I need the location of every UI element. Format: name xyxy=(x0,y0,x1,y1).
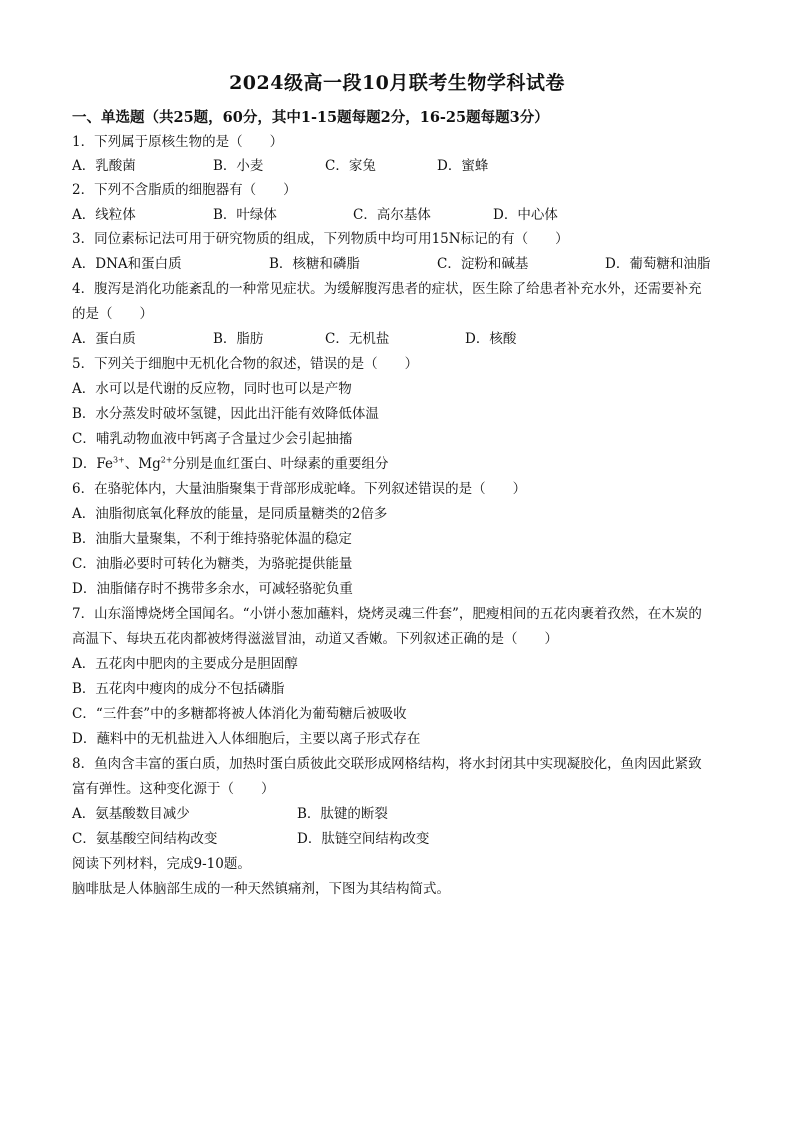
question-5-option-c: C．哺乳动物血液中钙离子含量过少会引起抽搐 xyxy=(72,431,353,447)
question-8-option-b: B．肽键的断裂 xyxy=(297,806,388,822)
question-7-option-c: C．“三件套”中的多糖都将被人体消化为葡萄糖后被吸收 xyxy=(72,706,407,722)
reading-material-instruction: 阅读下列材料，完成9-10题。 xyxy=(72,856,251,872)
question-2-option-d: D．中心体 xyxy=(493,207,558,223)
question-2-stem: 2．下列不含脂质的细胞器有（ ） xyxy=(72,182,297,198)
question-4-stem-continued: 的是（ ） xyxy=(72,306,153,322)
question-6-stem: 6．在骆驼体内，大量油脂聚集于背部形成驼峰。下列叙述错误的是（ ） xyxy=(72,481,527,497)
question-6-option-a: A．油脂彻底氧化释放的能量，是同质量糖类的2倍多 xyxy=(72,506,388,522)
question-8-option-d: D．肽链空间结构改变 xyxy=(297,831,430,847)
question-7-stem-continued: 高温下、每块五花肉都被烤得滋滋冒油，动道又香嫩。下列叙述正确的是（ ） xyxy=(72,631,558,647)
question-1-option-b: B．小麦 xyxy=(213,158,264,174)
question-6-option-c: C．油脂必要时可转化为糖类，为骆驼提供能量 xyxy=(72,556,353,572)
question-3-option-a: A．DNA和蛋白质 xyxy=(72,256,182,272)
question-8-stem: 8．鱼肉含丰富的蛋白质，加热时蛋白质彼此交联形成网格结构，将水封闭其中实现凝胶化，鱼肉因此紧致 xyxy=(72,756,702,772)
question-6-option-d: D．油脂储存时不携带多余水，可减轻骆驼负重 xyxy=(72,581,353,597)
question-4-option-b: B．脂肪 xyxy=(213,331,264,347)
reading-material-text: 脑啡肽是人体脑部生成的一种天然镇痛剂，下图为其结构简式。 xyxy=(72,881,450,897)
section-heading: 一、单选题（共25题，60分，其中1-15题每题2分，16-25题每题3分） xyxy=(72,109,549,126)
question-2-option-a: A．线粒体 xyxy=(72,207,136,223)
question-8-option-a: A．氨基酸数目减少 xyxy=(72,806,190,822)
question-2-option-c: C．高尔基体 xyxy=(353,207,431,223)
question-1-stem: 1．下列属于原核生物的是（ ） xyxy=(72,134,284,150)
question-3-stem: 3．同位素标记法可用于研究物质的组成，下列物质中均可用15N标记的有（ ） xyxy=(72,231,569,247)
question-4-option-a: A．蛋白质 xyxy=(72,331,136,347)
question-4-stem: 4．腹泻是消化功能紊乱的一种常见症状。为缓解腹泻患者的症状，医生除了给患者补充水外，还需要补充 xyxy=(72,281,702,297)
question-8-option-c: C．氨基酸空间结构改变 xyxy=(72,831,218,847)
question-7-stem: 7．山东淄博烧烤全国闻名。“小饼小葱加蘸料，烧烤灵魂三件套”，肥瘦相间的五花肉裹着孜然，在木炭的 xyxy=(72,606,702,622)
question-5-option-a: A．水可以是代谢的反应物，同时也可以是产物 xyxy=(72,381,352,397)
question-2-option-b: B．叶绿体 xyxy=(213,207,277,223)
question-1-option-a: A．乳酸菌 xyxy=(72,158,136,174)
question-4-option-c: C．无机盐 xyxy=(325,331,390,347)
question-6-option-b: B．油脂大量聚集，不利于维持骆驼体温的稳定 xyxy=(72,531,352,547)
question-7-option-b: B．五花肉中瘦肉的成分不包括磷脂 xyxy=(72,681,285,697)
question-4-option-d: D．核酸 xyxy=(465,331,517,347)
question-7-option-d: D．蘸料中的无机盐进入人体细胞后，主要以离子形式存在 xyxy=(72,731,421,747)
question-7-option-a: A．五花肉中肥肉的主要成分是胆固醇 xyxy=(72,656,298,672)
question-3-option-d: D．葡萄糖和油脂 xyxy=(605,256,711,272)
question-1-option-d: D．蜜蜂 xyxy=(437,158,489,174)
question-8-stem-continued: 富有弹性。这种变化源于（ ） xyxy=(72,781,275,797)
question-3-option-c: C．淀粉和碱基 xyxy=(437,256,529,272)
question-3-option-b: B．核糖和磷脂 xyxy=(269,256,360,272)
question-1-option-c: C．家兔 xyxy=(325,158,376,174)
question-5-stem: 5．下列关于细胞中无机化合物的叙述，错误的是（ ） xyxy=(72,356,419,372)
question-5-option-b: B．水分蒸发时破坏氢键，因此出汗能有效降低体温 xyxy=(72,406,379,422)
question-5-option-d: D．$Fe^{3+}$、$Mg^{2+}$分别是血红蛋白、叶绿素的重要组分 xyxy=(72,455,389,472)
exam-title: 2024级高一段10月联考生物学科试卷 xyxy=(229,72,565,94)
